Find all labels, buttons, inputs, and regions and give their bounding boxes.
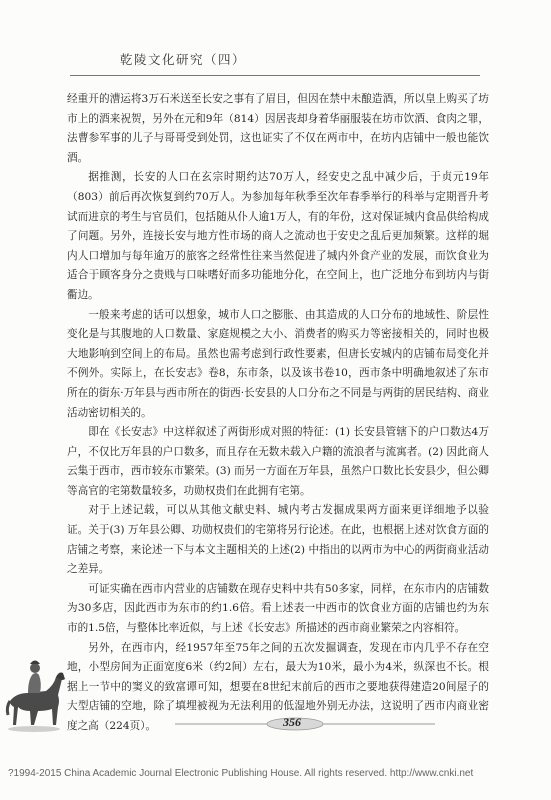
paragraph-4: 即在《长安志》中这样叙述了两街形成对照的特征：(1) 长安县管辖下的户口数达4万户，不仅比万年县的户口数多，而且存在无数未载入户籍的流浪者与流寓者。(2) 因此商人云集于西市，西市较东市繁荣。(3) 而另一方面在万年县，虽然户口数比长安县少，但公卿等高官的宅第数量较多，功勋权贵们在此拥有宅第。: [67, 426, 489, 497]
paragraph-7: 另外，在西市内，经1957年至75年之间的五次发掘调查，发现在市内几乎不存在空地，小型房间为正面宽度6米（约2间）左右，最大为10米，最小为4米，纵深也不长。根据上一节中的窦义的致富谭可知，想要在8世纪末前后的西市之要地获得建造20间屋子的大型店铺的空地，除了填埋被视为无法利用的低湿地外别无办法，这说明了西市内商业密度之高（224页）。: [67, 641, 489, 732]
paragraph-6: 可证实确在西市内营业的店铺数在现存史料中共有50多家，同样，在东市内的店铺数为30多店，因此西市为东市的约1.6倍。看上述表一中西市的饮食业方面的店铺也约为东市的1.5倍，与整体比率近似，与上述《长安志》所描述的西市商业繁荣之内容相符。: [67, 582, 489, 635]
header-rule: [70, 75, 480, 76]
page-number: 356: [283, 715, 301, 729]
body-text: [67, 90, 489, 737]
running-header: 乾陵文化研究（四）: [120, 52, 247, 67]
paragraph-5: 对于上述记载，可以从其他文献史料、城内考古发掘成果两方面来更详细地予以验证。关于(3) 万年县公卿、功勋权贵们的宅第将另行论述。在此，也根据上述对饮食方面的店铺之考察，来论述一下与本文主题相关的上述(2) 中指出的以两市为中心的两街商业活动之差异。: [67, 504, 489, 576]
horse-rider-figurine-icon: [2, 655, 72, 733]
paragraph-2: 据推测，长安的人口在玄宗时期约达70万人，经安史之乱中减少后，于贞元19年（803）前后再次恢复到约70万人。为参加每年秋季至次年春季举行的科举与定期晋升考试而进京的考生与官员们，包括随从仆人逾1万人，有的年份，这对保证城内食品供给构成了问题。另外，连接长安与地方性市场的商人之流动也于安史之乱后更加频繁。这样的堀内人口增加与每年逾万的旅客之经常性往来当然促进了城内外食产业的发展，而饮食业为适合于顾客身分之贵贱与口味嗜好而多功能地分化，在空间上，也广泛地分布到坊内与街衢边。: [67, 171, 489, 301]
publisher-watermark: ?1994-2015 China Academic Journal Electronic Publishing House. All rights reserved. http://www.cnki.net: [8, 768, 474, 779]
paragraph-3: 一般来考虑的话可以想象，城市人口之膨胀、由其造成的人口分布的地域性、阶层性变化是与其腹地的人口数量、家庭规模之大小、消费者的购买力等密接相关的，同时也极大地影响到空间上的布局。虽然也需考虑到行政性要素，但唐长安城内的店铺布局变化并不例外。实际上，在长安志》卷8，东市条，以及该书卷10，西市条中明确地叙述了东市所在的街东·万年县与西市所在的街西·长安县的人口分布之不同是与两街的居民结构、商业活动密切相关的。: [67, 308, 489, 419]
paragraph-1: 经重开的漕运将3万石米送至长安之事有了眉目，但因在禁中未酿造酒，所以皇上购买了坊市上的酒来祝贺，另外在元和9年（814）因居丧却身着华丽服装在坊市饮酒、食肉之罪，法曹参军事的儿子与哥哥受到处罚，这也证实了不仅在两市中，在坊内店铺中一般也能饮酒。: [67, 93, 489, 164]
